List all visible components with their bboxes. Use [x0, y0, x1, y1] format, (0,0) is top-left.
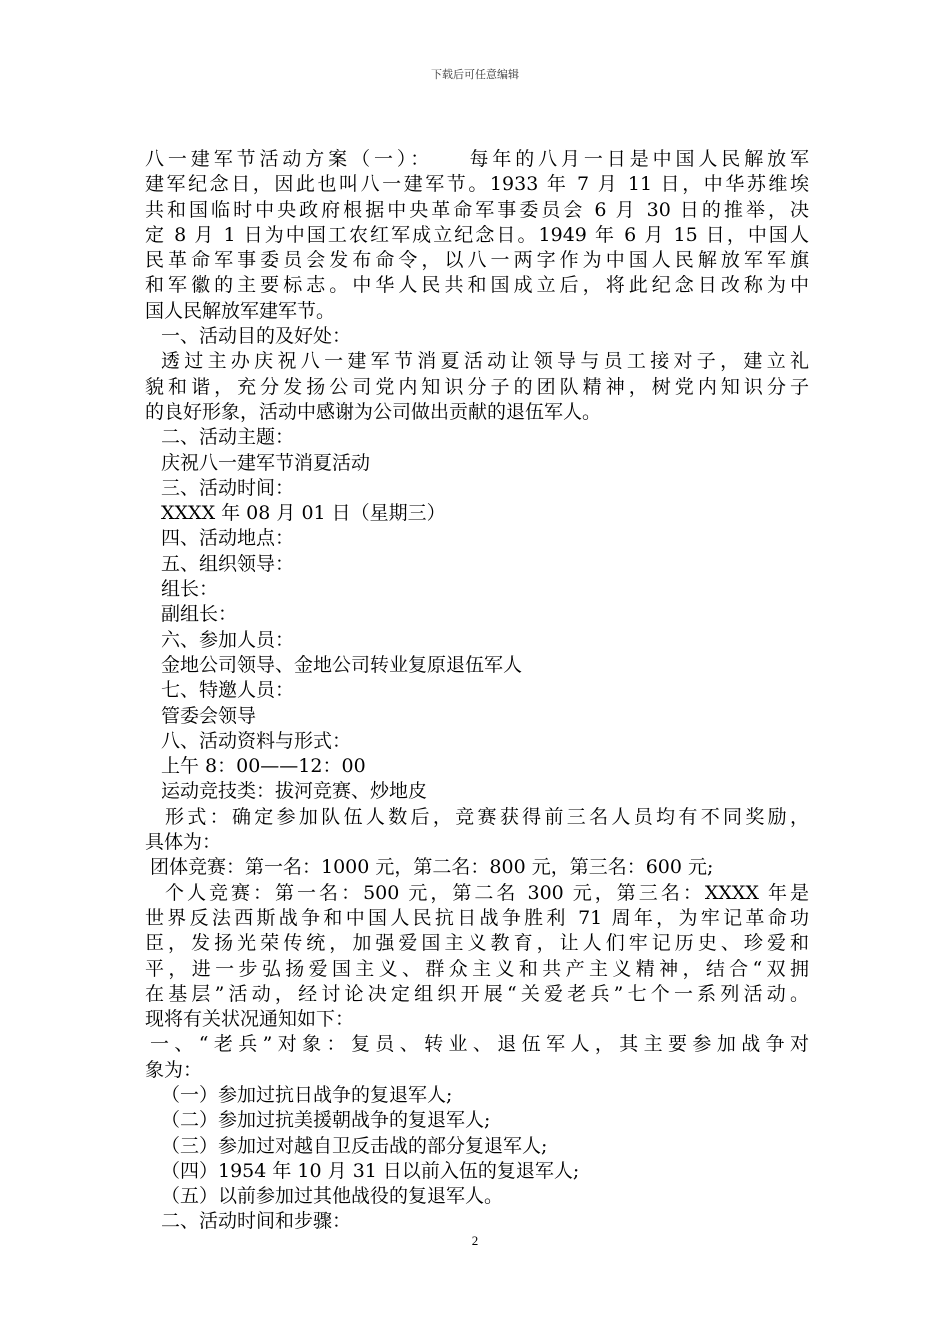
section-heading: 三、活动时间： — [161, 476, 295, 499]
section-heading: 二、活动时间和步骤： — [161, 1210, 352, 1233]
paragraph-line: 在基层”活动，经讨论决定组织开展“关爱老兵”七个一系列活动。 — [145, 982, 809, 1005]
paragraph-line: 臣，发扬光荣传统，加强爱国主义教育，让人们牢记历史、珍爱和 — [145, 932, 809, 955]
paragraph-line: 运动竞技类：拔河竞赛、炒地皮 — [161, 780, 428, 803]
page-header: 下载后可任意编辑 — [431, 68, 519, 81]
section-heading: 一、活动目的及好处： — [161, 325, 352, 348]
list-item: （四）1954 年 10 月 31 日以前入伍的复退军人; — [161, 1159, 580, 1182]
paragraph-line: 一、“老兵”对象：复员、转业、退伍军人，其主要参加战争对 — [150, 1033, 809, 1056]
paragraph-line: 现将有关状况通知如下： — [145, 1008, 355, 1031]
section-heading: 五、组织领导： — [161, 552, 295, 575]
paragraph-line: 和军徽的主要标志。中华人民共和国成立后，将此纪念日改称为中 — [145, 274, 809, 297]
document-body — [145, 147, 809, 1235]
paragraph-line: 副组长： — [161, 603, 238, 626]
paragraph-line: 貌和谐，充分发扬公司党内知识分子的团队精神，树党内知识分子 — [145, 375, 809, 398]
paragraph-line: 建军纪念日，因此也叫八一建军节。1933 年 7 月 11 日，中华苏维埃 — [145, 173, 809, 196]
paragraph-line: 团体竞赛：第一名：1000 元，第二名：800 元，第三名：600 元; — [150, 856, 714, 879]
paragraph-line: 组长： — [161, 578, 219, 601]
paragraph-line: 世界反法西斯战争和中国人民抗日战争胜利 71 周年，为牢记革命功 — [145, 906, 809, 929]
page-number: 2 — [471, 1233, 479, 1248]
paragraph-line: 共和国临时中央政府根据中央革命军事委员会 6 月 30 日的推举，决 — [145, 198, 809, 221]
paragraph-line: 定 8 月 1 日为中国工农红军成立纪念日。1949 年 6 月 15 日，中国人 — [145, 223, 809, 246]
paragraph-line: 管委会领导 — [161, 704, 257, 727]
section-heading: 二、活动主题： — [161, 426, 295, 449]
paragraph-line: 上午 8：00——12：00 — [161, 755, 366, 778]
paragraph-line: 的良好形象，活动中感谢为公司做出贡献的退伍军人。 — [145, 400, 602, 423]
paragraph-line: 民革命军事委员会发布命令，以八一两字作为中国人民解放军军旗 — [145, 249, 809, 272]
paragraph-line: 国人民解放军建军节。 — [145, 299, 336, 322]
section-heading: 八、活动资料与形式： — [161, 729, 352, 752]
list-item: （二）参加过抗美援朝战争的复退军人; — [161, 1109, 491, 1132]
section-heading: 四、活动地点： — [161, 527, 295, 550]
paragraph-line: 象为： — [145, 1058, 203, 1081]
paragraph-line: 个人竞赛：第一名：500 元，第二名 300 元，第三名：XXXX 年是 — [165, 881, 809, 904]
paragraph-line: 形式：确定参加队伍人数后，竞赛获得前三名人员均有不同奖励， — [165, 805, 809, 828]
paragraph-line: 平，进一步弘扬爱国主义、群众主义和共产主义精神，结合“双拥 — [145, 957, 809, 980]
section-heading: 六、参加人员： — [161, 628, 295, 651]
paragraph-line: 八一建军节活动方案（一）： 每年的八月一日是中国人民解放军 — [145, 148, 809, 170]
list-item: （一）参加过抗日战争的复退军人; — [161, 1083, 453, 1106]
paragraph-line: 金地公司领导、金地公司转业复原退伍军人 — [161, 653, 523, 676]
paragraph-line: XXXX 年 08 月 01 日（星期三） — [161, 502, 446, 525]
section-heading: 七、特邀人员： — [161, 679, 295, 702]
list-item: （五）以前参加过其他战役的复退军人。 — [161, 1185, 504, 1208]
list-item: （三）参加过对越自卫反击战的部分复退军人; — [161, 1134, 548, 1157]
paragraph-line: 具体为： — [145, 831, 222, 854]
paragraph-line: 透过主办庆祝八一建军节消夏活动让领导与员工接对子，建立礼 — [161, 350, 809, 373]
paragraph-line: 庆祝八一建军节消夏活动 — [161, 451, 371, 474]
